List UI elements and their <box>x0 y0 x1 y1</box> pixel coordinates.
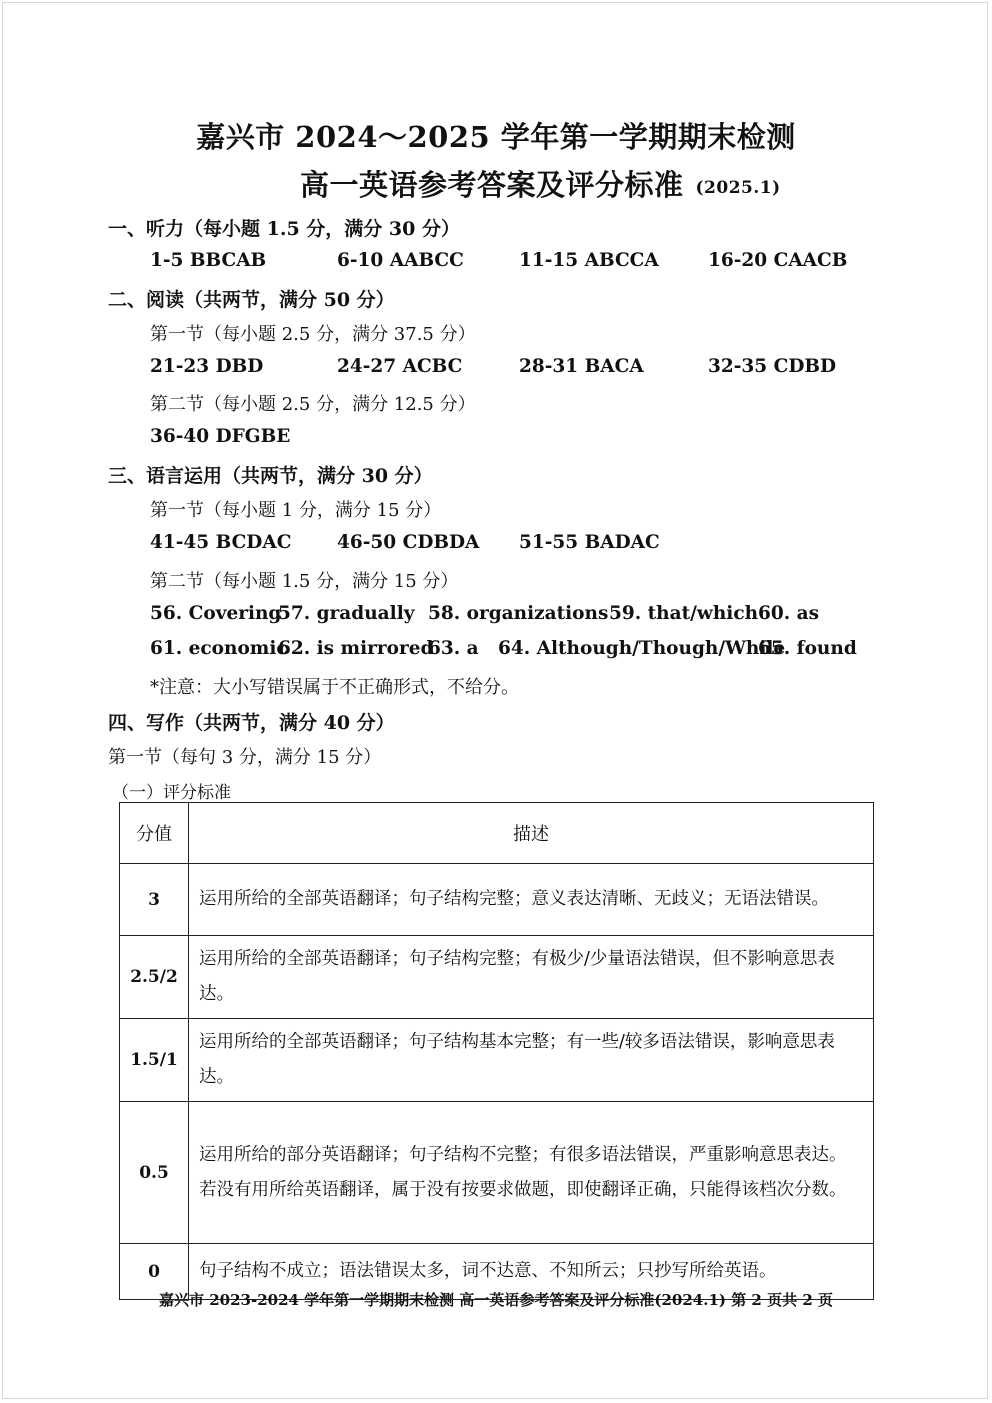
subtitle-date: (2025.1) <box>695 178 781 198</box>
language-part2-heading: 第二节（每小题 1.5 分，满分 15 分） <box>150 571 459 592</box>
fill-answer: 62. is mirrored <box>278 638 434 659</box>
column-header-description: 描述 <box>189 803 874 864</box>
section-reading-heading: 二、阅读（共两节，满分 50 分） <box>108 289 395 311</box>
table-row <box>120 1102 874 1244</box>
fill-answer: 56. Covering <box>150 603 282 624</box>
page-footer: 嘉兴市 2023-2024 学年第一学期期末检测 高一英语参考答案及评分标准(2024.1) 第 2 页共 2 页 <box>159 1291 833 1309</box>
section-listening-heading: 一、听力（每小题 1.5 分，满分 30 分） <box>108 218 460 240</box>
reading-part1-heading: 第一节（每小题 2.5 分，满分 37.5 分） <box>150 324 476 345</box>
section-writing-heading: 四、写作（共两节，满分 40 分） <box>108 712 395 734</box>
answer-group: 41-45 BCDAC <box>150 532 292 553</box>
table-row <box>120 936 874 1019</box>
table-row <box>120 864 874 936</box>
answer-group: 51-55 BADAC <box>519 532 660 553</box>
answer-group: 1-5 BBCAB <box>150 250 267 271</box>
description-cell <box>189 864 874 936</box>
description-cell <box>189 936 874 1019</box>
fill-answer: 59. that/which <box>609 603 759 624</box>
column-header-score: 分值 <box>120 803 189 864</box>
grading-table <box>119 802 874 1300</box>
document-subtitle <box>300 163 781 204</box>
criteria-label: （一）评分标准 <box>112 783 231 803</box>
answer-group: 46-50 CDBDA <box>337 532 480 553</box>
score-cell: 2.5/2 <box>120 936 189 1019</box>
answer-group: 32-35 CDBD <box>708 356 837 377</box>
answer-group: 16-20 CAACB <box>708 250 848 271</box>
description-text: 运用所给的全部英语翻译；句子结构基本完整；有一些/较多语法错误，影响意思表达。 <box>199 1032 835 1087</box>
fill-answer: 58. organizations <box>428 603 609 624</box>
score-cell: 3 <box>120 864 189 936</box>
fill-answer: 57. gradually <box>278 603 415 624</box>
fill-answer: 61. economic <box>150 638 288 659</box>
section-language-use-heading: 三、语言运用（共两节，满分 30 分） <box>108 465 433 487</box>
fill-answer: 63. a <box>428 638 479 659</box>
description-text: 句子结构不成立；语法错误太多，词不达意、不知所云；只抄写所给英语。 <box>199 1261 777 1281</box>
answer-group: 11-15 ABCCA <box>519 250 659 271</box>
language-part1-heading: 第一节（每小题 1 分，满分 15 分） <box>150 500 442 521</box>
score-cell: 0.5 <box>120 1102 189 1244</box>
reading-part2-heading: 第二节（每小题 2.5 分，满分 12.5 分） <box>150 394 476 415</box>
description-text: 若没有用所给英语翻译，属于没有按要求做题，即使翻译正确，只能得该档次分数。 <box>199 1179 847 1200</box>
description-text: 运用所给的全部英语翻译；句子结构完整；意义表达清晰、无歧义；无语法错误。 <box>199 889 829 909</box>
answer-group: 36-40 DFGBE <box>150 426 291 447</box>
description-text: 运用所给的全部英语翻译；句子结构完整；有极少/少量语法错误，但不影响意思表达。 <box>199 949 835 1004</box>
document-title: 嘉兴市 2024～2025 学年第一学期期末检测 <box>196 120 796 154</box>
case-note: *注意：大小写错误属于不正确形式，不给分。 <box>150 677 519 698</box>
table-header-row <box>120 803 874 864</box>
description-text: 运用所给的部分英语翻译；句子结构不完整；有很多语法错误，严重影响意思表达。 <box>199 1144 847 1165</box>
answer-group: 6-10 AABCC <box>337 250 464 271</box>
score-cell: 0 <box>120 1244 189 1300</box>
answer-group: 21-23 DBD <box>150 356 264 377</box>
fill-answer: 65. found <box>758 638 857 659</box>
answer-group: 28-31 BACA <box>519 356 644 377</box>
description-cell <box>189 1019 874 1102</box>
answer-group: 24-27 ACBC <box>337 356 463 377</box>
score-cell: 1.5/1 <box>120 1019 189 1102</box>
subtitle-text: 高一英语参考答案及评分标准 <box>300 168 684 202</box>
writing-part1-heading: 第一节（每句 3 分，满分 15 分） <box>108 747 382 768</box>
description-cell <box>189 1102 874 1244</box>
table-row <box>120 1019 874 1102</box>
fill-answer: 60. as <box>758 603 820 624</box>
fill-answer: 64. Although/Though/While <box>498 638 786 659</box>
